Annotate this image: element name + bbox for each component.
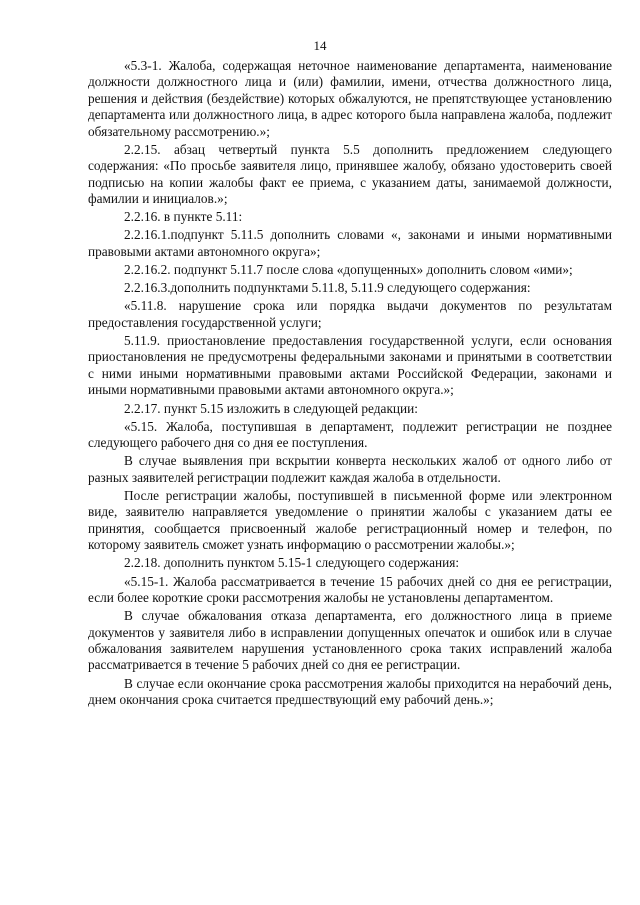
document-body <box>88 58 612 710</box>
paragraph-5-3-1: «5.3-1. Жалоба, содержащая неточное наименование департамента, наименование должности должностного лица и (или) фамилии, имени, отчества должностного лица, решения и действия (бездействие) которых обжалуются, не препятствующее установлению департамента или должностного лица, в адрес которого была направлена жалоба, подлежит обязательному рассмотрению.»; <box>88 58 612 139</box>
paragraph-2-2-16-3: 2.2.16.3.дополнить подпунктами 5.11.8, 5.11.9 следующего содержания: <box>124 280 531 296</box>
paragraph-2-2-17: 2.2.17. пункт 5.15 изложить в следующей редакции: <box>124 400 418 416</box>
paragraph-refusal-appeal: В случае обжалования отказа департамента, его должностного лица в приеме документов у заявителя либо в исправлении допущенных опечаток и ошибок или в случае обжалования заявителем нарушения установленного срока таких исправлений жалоба рассматривается в течение 5 рабочих дней со дня ее регистрации. <box>88 608 612 673</box>
paragraph-2-2-18: 2.2.18. дополнить пунктом 5.15-1 следующего содержания: <box>124 555 460 571</box>
paragraph-5-15: «5.15. Жалоба, поступившая в департамент, подлежит регистрации не позднее следующего рабочего дня со дня ее поступления. <box>88 418 612 451</box>
paragraph-2-2-15: 2.2.15. абзац четвертый пункта 5.5 дополнить предложением следующего содержания: «По просьбе заявителя лицо, принявшее жалобу, обязано удостоверить своей подписью на копии жалобы факт ее приема, с указанием даты, занимаемой должности, фамилии и инициалов.»; <box>88 141 612 207</box>
page-number: 14 <box>313 38 327 53</box>
paragraph-5-15-1: «5.15-1. Жалоба рассматривается в течение 15 рабочих дней со дня ее регистрации, если более короткие сроки рассмотрения жалобы не установлены департаментом. <box>88 573 612 605</box>
paragraph-non-working-day: В случае если окончание срока рассмотрения жалобы приходится на нерабочий день, днем окончания срока считается предшествующий ему рабочий день.»; <box>88 675 612 707</box>
paragraph-after-registration: После регистрации жалобы, поступившей в письменной форме или электронном виде, заявителю направляется уведомление о принятии жалобы с указанием даты ее принятия, сообщается присвоенный жалобе регистрационный номер и телефон, по которому заявитель сможет узнать информацию о рассмотрении жалобы.»; <box>88 487 612 553</box>
paragraph-5-11-9: 5.11.9. приостановление предоставления государственной услуги, если основания приостановления не предусмотрены федеральными законами и принятыми в соответствии с ними иными нормативными правовыми актами Российской Федерации, законами и иными нормативными правовыми актами автономного округа.»; <box>88 333 612 398</box>
paragraph-5-11-8: «5.11.8. нарушение срока или порядка выдачи документов по результатам предоставления государственной услуги; <box>88 298 612 330</box>
paragraph-multiple-complaints: В случае выявления при вскрытии конверта нескольких жалоб от одного либо от разных заявителей регистрации подлежит каждая жалоба в отдельности. <box>88 453 612 485</box>
paragraph-2-2-16-1: 2.2.16.1.подпункт 5.11.5 дополнить словами «, законами и иными нормативными правовыми актами автономного округа»; <box>88 227 612 259</box>
paragraph-2-2-16: 2.2.16. в пункте 5.11: <box>124 209 243 225</box>
paragraph-2-2-16-2: 2.2.16.2. подпункт 5.11.7 после слова «допущенных» дополнить словом «ими»; <box>124 262 573 278</box>
